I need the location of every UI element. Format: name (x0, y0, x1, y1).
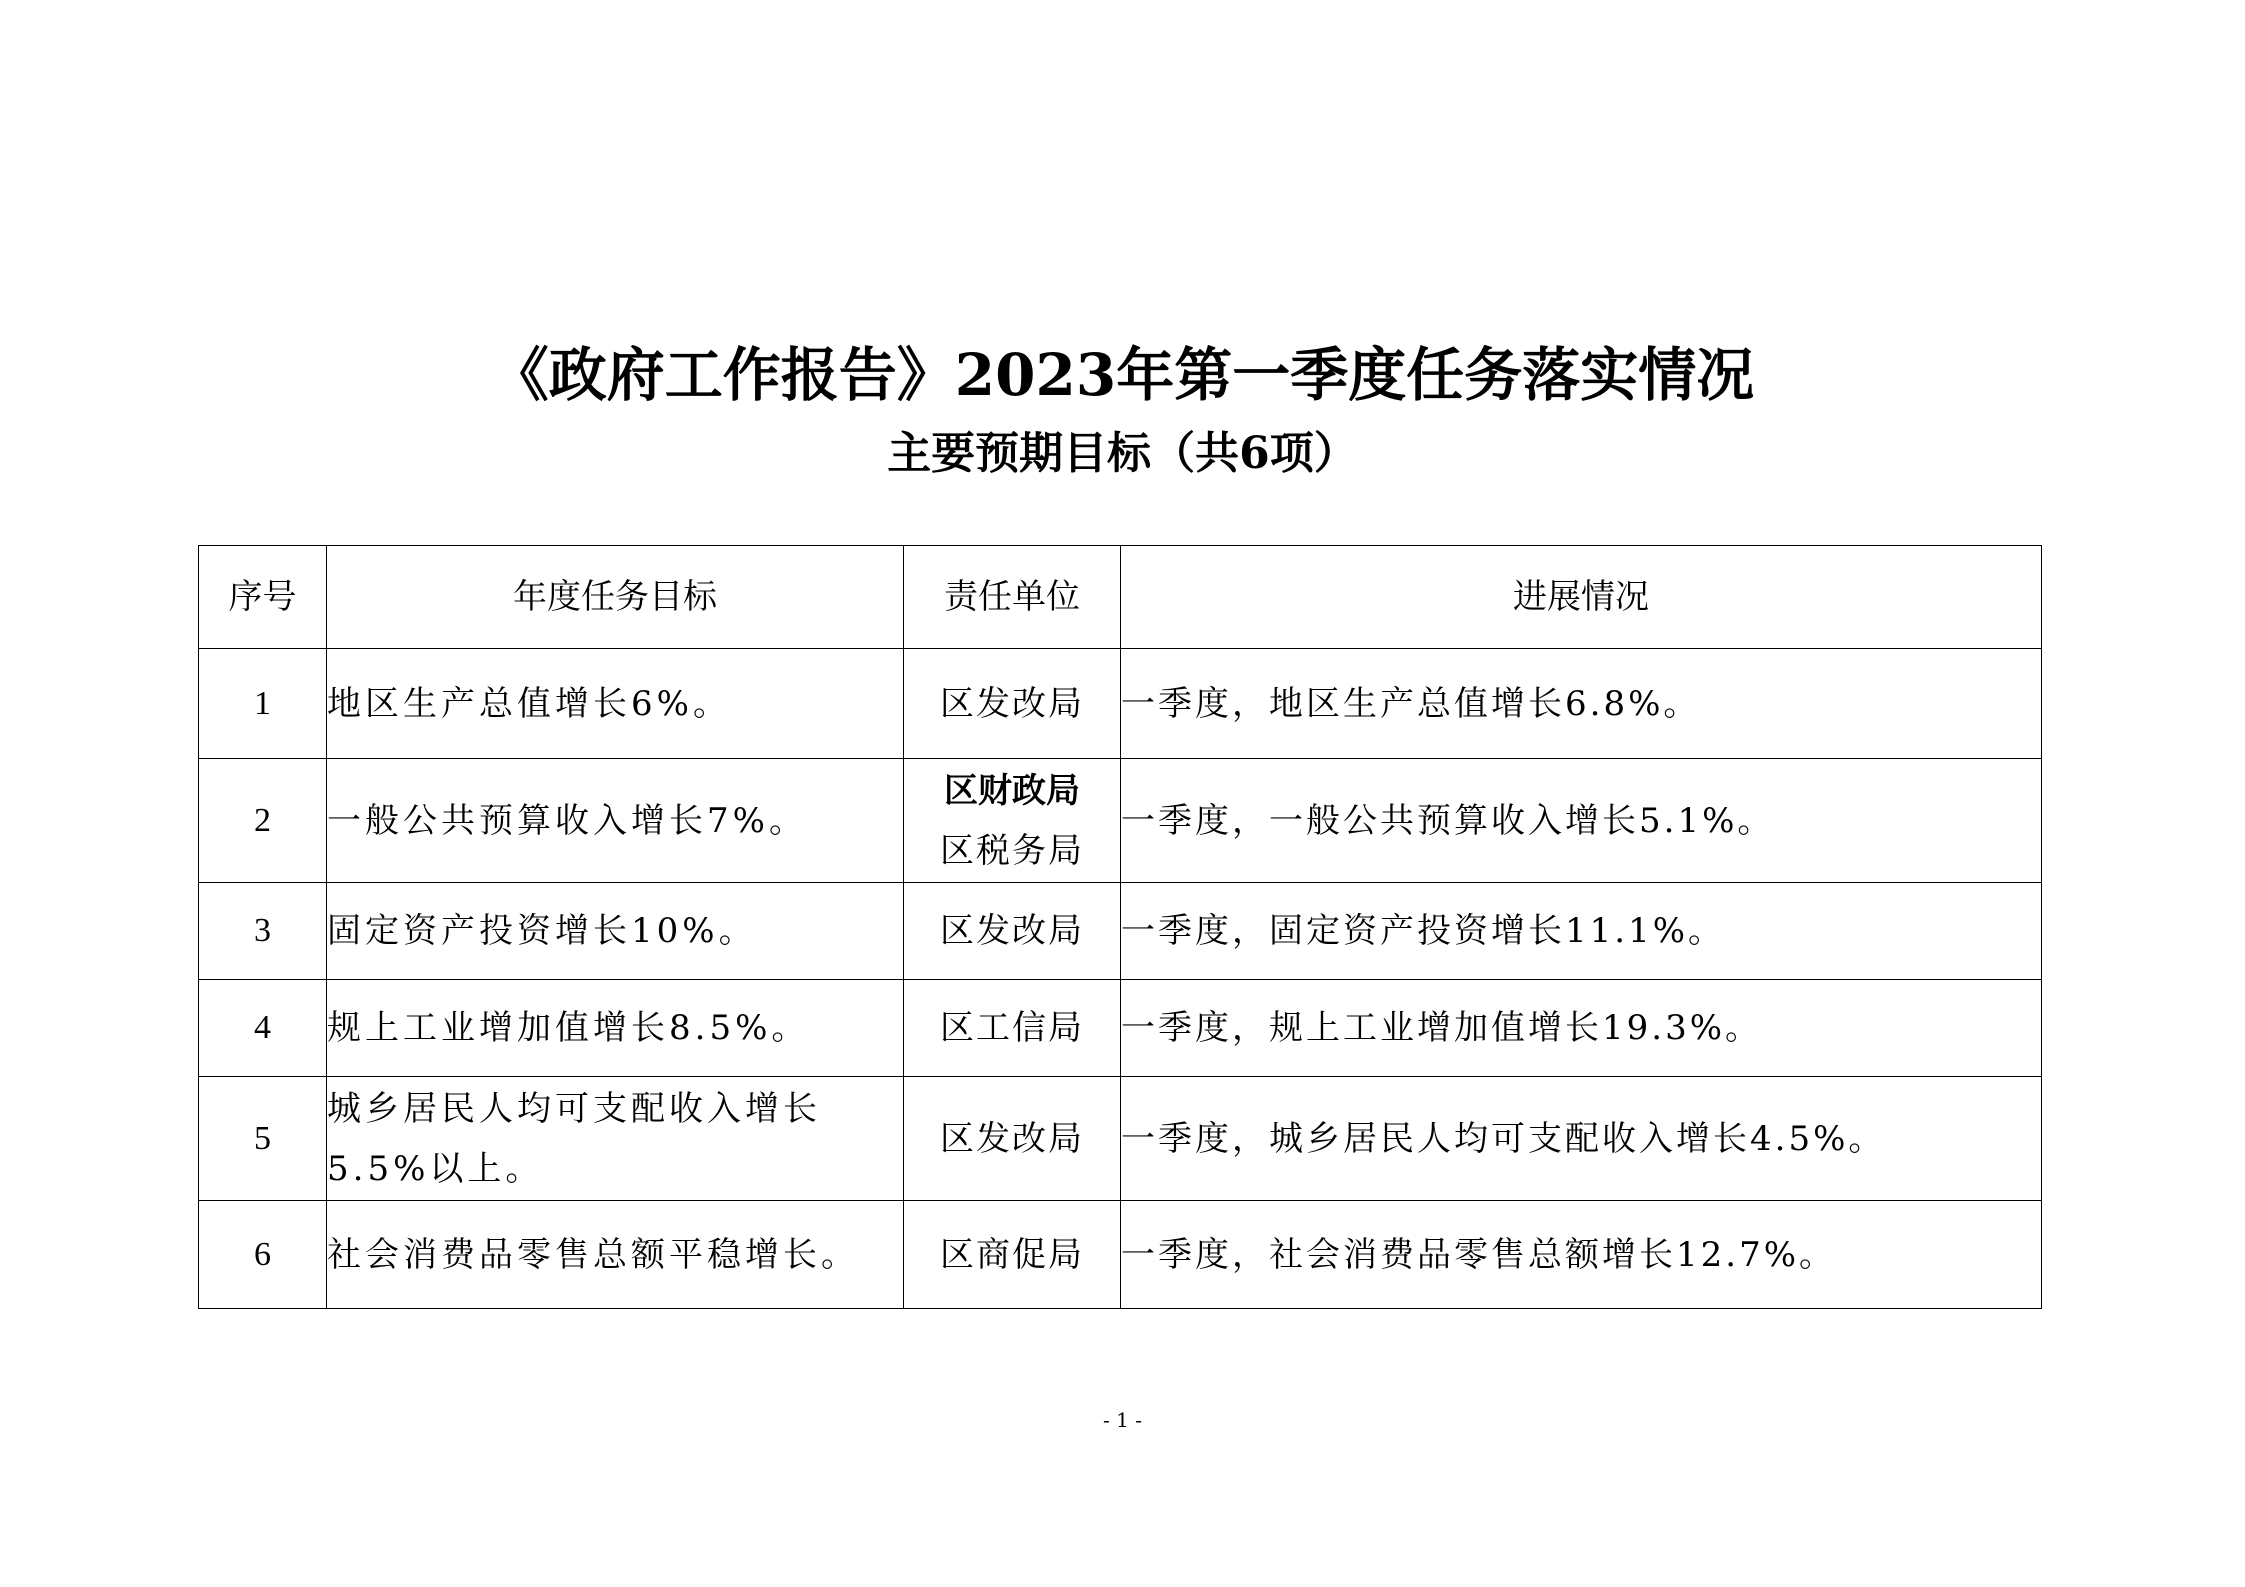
unit-name: 区工信局 (940, 1008, 1084, 1048)
row-unit (904, 1077, 1121, 1201)
row-progress: 一季度，城乡居民人均可支配收入增长4.5%。 (1121, 1077, 2042, 1201)
row-no: 6 (199, 1201, 327, 1309)
row-target: 社会消费品零售总额平稳增长。 (327, 1201, 904, 1309)
row-unit (904, 980, 1121, 1077)
header-progress: 进展情况 (1121, 546, 2042, 649)
row-target: 地区生产总值增长6%。 (327, 649, 904, 759)
row-target: 固定资产投资增长10%。 (327, 883, 904, 980)
row-no: 4 (199, 980, 327, 1077)
row-no: 1 (199, 649, 327, 759)
table-row (199, 649, 2042, 759)
header-unit: 责任单位 (904, 546, 1121, 649)
document-subtitle: 主要预期目标（共6项） (887, 428, 1358, 479)
row-target: 规上工业增加值增长8.5%。 (327, 980, 904, 1077)
unit-name-secondary: 区税务局 (940, 830, 1084, 871)
document-title: 《政府工作报告》2023年第一季度任务落实情况 (490, 341, 1755, 409)
unit-name: 区发改局 (940, 683, 1084, 724)
row-target: 一般公共预算收入增长7%。 (327, 759, 904, 883)
table-row (199, 883, 2042, 980)
unit-name: 区财政局 (944, 770, 1080, 811)
table-row (199, 1201, 2042, 1309)
row-no: 3 (199, 883, 327, 980)
row-no: 2 (199, 759, 327, 883)
row-target: 城乡居民人均可支配收入增长5.5%以上。 (327, 1077, 904, 1201)
row-progress: 一季度，地区生产总值增长6.8%。 (1121, 649, 2042, 759)
table-row (199, 980, 2042, 1077)
row-unit (904, 1201, 1121, 1309)
row-progress: 一季度，社会消费品零售总额增长12.7%。 (1121, 1201, 2042, 1309)
table-header-row (199, 546, 2042, 649)
task-table (198, 545, 2042, 1309)
page-number: - 1 - (1103, 1408, 1142, 1432)
row-unit (904, 759, 1121, 883)
unit-name: 区发改局 (940, 911, 1084, 951)
row-unit (904, 649, 1121, 759)
row-progress: 一季度，固定资产投资增长11.1%。 (1121, 883, 2042, 980)
row-progress: 一季度，规上工业增加值增长19.3%。 (1121, 980, 2042, 1077)
header-no: 序号 (199, 546, 327, 649)
row-progress: 一季度，一般公共预算收入增长5.1%。 (1121, 759, 2042, 883)
table-row (199, 759, 2042, 883)
row-no: 5 (199, 1077, 327, 1201)
header-target: 年度任务目标 (327, 546, 904, 649)
unit-name: 区商促局 (940, 1234, 1084, 1275)
unit-name: 区发改局 (940, 1118, 1084, 1159)
table-row (199, 1077, 2042, 1201)
row-unit (904, 883, 1121, 980)
